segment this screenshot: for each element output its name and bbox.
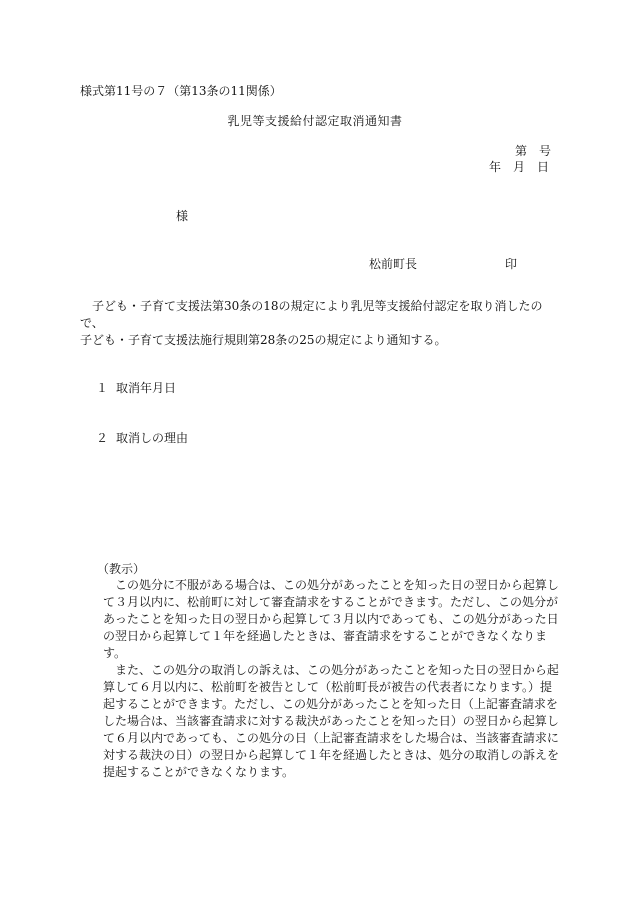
document-number: 第 号 [515,144,552,158]
item-label: 取消しの理由 [116,431,189,445]
notice-heading: （教示） [97,562,146,576]
document-date: 年 月 日 [489,160,550,174]
issuer-name: 松前町長 [369,257,418,271]
addressee-honorific: 様 [176,209,189,223]
body-line-1: 子ども・子育て支援法第30条の18の規定により乳児等支援給付認定を取り消したので、 [80,299,543,330]
item-number: ２ [96,431,109,445]
notice-text [103,577,559,781]
item-cancellation-date [96,380,176,396]
document-title: 乳児等支援給付認定取消通知書 [227,114,403,128]
item-label: 取消年月日 [116,381,177,395]
seal-mark: 印 [505,257,518,271]
notice-paragraph-2: また、この処分の取消しの訴えは、この処分があったことを知った日の翌日から起算して６月以内に、松前町を被告として（松前町長が被告の代表者になります。）提起することができます。ただし、この処分があったことを知った日（上記審査請求をした場合は、当該審査請求に対する裁決があったことを知った日）の翌日から起算して６月以内であっても、この処分の日（上記審査請求をした場合は、当該審査請求に対する裁決の日）の翌日から起算して１年を経過したときは、処分の取消しの訴えを提起することができなくなります。 [103,663,560,779]
body-line-2: 子ども・子育て支援法施行規則第28条の25の規定により通知する。 [80,333,447,347]
body-text [80,298,560,349]
item-cancellation-reason [96,430,188,446]
notice-paragraph-1: この処分に不服がある場合は、この処分があったことを知った日の翌日から起算して３月以内に、松前町に対して審査請求をすることができます。ただし、この処分があったことを知った日の翌日から起算して３月以内であっても、この処分があった日の翌日から起算して１年を経過したときは、審査請求をすることができなくなります。 [103,578,559,660]
item-number: １ [96,381,109,395]
form-number: 様式第11号の７（第13条の11関係） [80,84,282,98]
